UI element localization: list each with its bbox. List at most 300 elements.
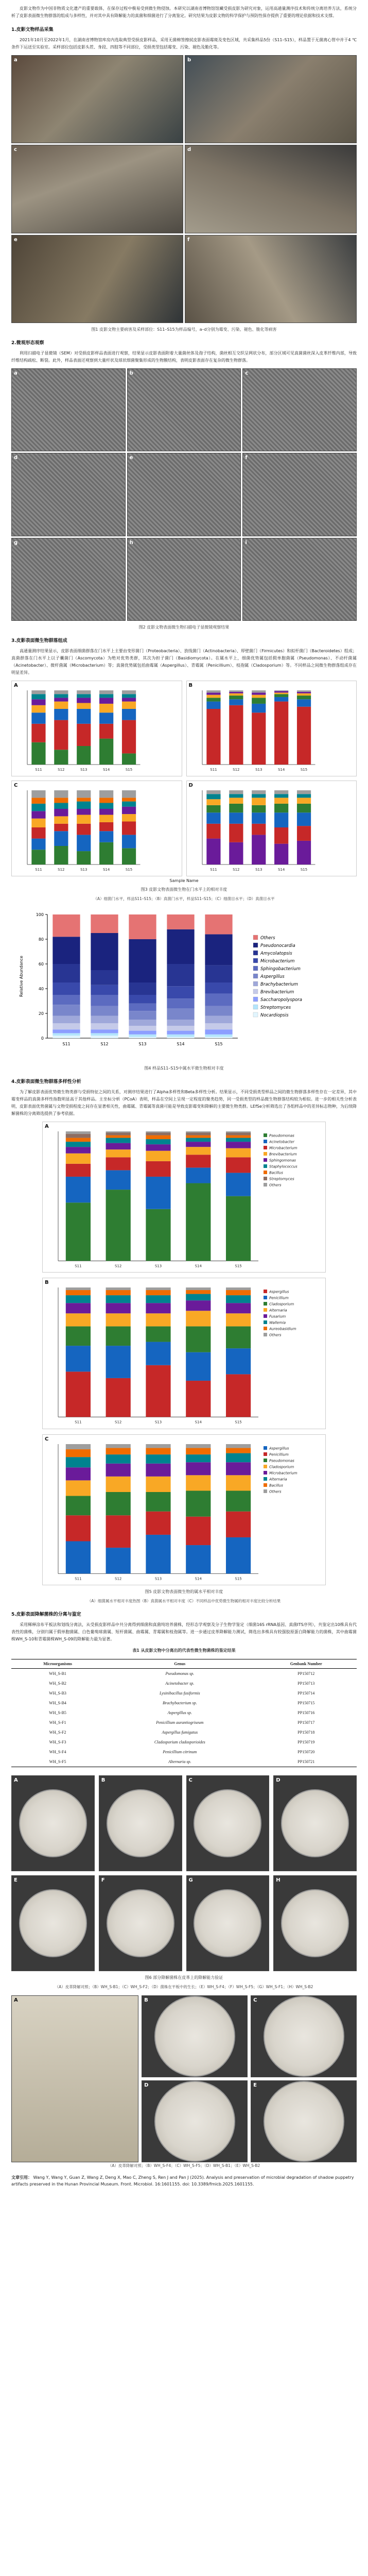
legend-label: Staphylococcus <box>269 1164 297 1169</box>
x-tick-label: S15 <box>300 868 307 872</box>
bar-segment <box>146 1139 170 1144</box>
section-paragraph: 采用稀释涂布平板法和划线分离法，从受损皮影样品中共分离得到细菌和真菌纯培养菌株，经形态学观察及分子生物学鉴定（细菌16S rRNA基因、真菌ITS序列），共鉴定出10株具有代表性的菌株，分别归属于假单胞菌属、白色葡萄球菌属、短杆菌属、曲霉属、青霉属和枝孢属等。进一步通过皮革降解能力测试，筛选出多株具有较强胶原蛋白降解能力的菌株，其中曲霉菌株WH_S-10和青霉菌株WH_S-09的降解能力最为显著。 <box>11 1622 357 1641</box>
legend-label: Bacillus <box>269 1171 283 1175</box>
bar-segment <box>186 1300 211 1311</box>
bar-segment <box>274 794 288 798</box>
bar-segment <box>106 1157 131 1170</box>
figure-3-caption: 图3 皮影文物表面微生物在门水平上的相对丰度 <box>141 887 227 892</box>
panel-label: E <box>253 2082 257 2088</box>
bar-segment <box>122 802 136 807</box>
x-tick-label: S15 <box>235 1420 242 1425</box>
x-tick-label: S11 <box>62 1042 71 1046</box>
sem-image <box>242 368 357 451</box>
bar-segment <box>226 1295 251 1303</box>
bar-segment <box>66 1303 91 1313</box>
bar-segment <box>252 690 266 692</box>
bar-segment <box>31 850 45 865</box>
culture-photo <box>142 1995 248 2077</box>
bar-segment <box>186 1183 211 1261</box>
bar-segment <box>167 1035 194 1037</box>
section-heading: 5.皮影表面降解菌株的分离与鉴定 <box>11 1612 81 1617</box>
bar-segment <box>205 914 232 934</box>
legend-label: Alternaria <box>269 1477 287 1482</box>
bar-segment <box>54 702 68 709</box>
bar-segment <box>54 790 68 798</box>
bar-segment <box>77 698 91 703</box>
y-tick-label: 80 <box>38 937 44 942</box>
legend-swatch <box>253 981 258 986</box>
sem-image <box>127 538 241 621</box>
bar-segment <box>146 1161 170 1177</box>
table-cell: Penicillium citrinum <box>163 1750 197 1754</box>
bar-segment <box>252 835 266 865</box>
legend-swatch <box>264 1177 267 1180</box>
table-cell: WH_S-B4 <box>49 1701 66 1705</box>
petri-dish <box>264 1996 344 2077</box>
bar-segment <box>52 995 80 1005</box>
bar-segment <box>77 809 91 815</box>
petri-dish <box>194 1889 261 1957</box>
bar-segment <box>122 709 136 720</box>
bar-segment <box>146 1476 170 1492</box>
bar-segment <box>226 1290 251 1295</box>
bar-segment <box>206 698 220 701</box>
bar-segment <box>186 1136 211 1138</box>
figure-6 <box>11 1775 357 1971</box>
bar-segment <box>66 1372 91 1417</box>
bar-segment <box>186 1131 211 1133</box>
legend-label: Pseudomonas <box>269 1459 294 1463</box>
legend-swatch <box>253 997 258 1002</box>
x-tick-label: S11 <box>75 1577 82 1581</box>
legend-label: Fusarium <box>269 1314 286 1319</box>
panel-label: a <box>14 57 17 63</box>
figure-6-subcaption: （A）皮革降解对照；（B）WH_S-B1；（C）WH_S-F2；（D）菌株在平板中的生长；（E）WH_S-F4；（F）WH_S-F5；（G）WH_S-F1；（H）WH_S-B2 <box>55 1985 313 1989</box>
bar-segment <box>91 985 118 995</box>
legend-swatch <box>264 1164 267 1168</box>
legend-label: Sphingobacterium <box>260 967 301 972</box>
legend-swatch <box>264 1452 267 1456</box>
culture-photo <box>11 1875 95 1971</box>
bar-segment <box>54 690 68 694</box>
bar-segment <box>106 1515 131 1548</box>
bar-segment <box>206 824 220 839</box>
bar-segment <box>226 1490 251 1511</box>
bar-segment <box>66 1154 91 1164</box>
bar-segment <box>229 794 243 798</box>
table-cell: WH_S-F4 <box>49 1750 66 1754</box>
bar-segment <box>229 693 243 696</box>
bar-segment <box>99 698 113 704</box>
bar-segment <box>274 812 288 827</box>
bar-segment <box>129 995 156 1004</box>
bar-segment <box>31 798 45 804</box>
bar-segment <box>186 1475 211 1490</box>
y-axis-label: Relative Abundance <box>19 956 24 997</box>
legend-swatch <box>253 989 258 994</box>
bar-segment <box>226 1444 251 1448</box>
bar-segment <box>66 1346 91 1371</box>
figure-1-photo <box>11 145 183 233</box>
bar-segment <box>106 1149 131 1157</box>
panel-label: b <box>129 370 133 376</box>
bar-segment <box>66 1142 91 1147</box>
legend-swatch <box>264 1327 267 1330</box>
bar-segment <box>54 803 68 809</box>
bar-segment <box>52 1033 80 1036</box>
x-tick-label: S15 <box>300 768 307 772</box>
bar-segment <box>226 1133 251 1136</box>
stacked-bar-panel <box>11 681 182 776</box>
bar-segment <box>106 1327 131 1346</box>
panel-label: B <box>188 683 193 688</box>
table-row <box>11 1747 357 1757</box>
bar-segment <box>146 1287 170 1290</box>
bar-segment <box>296 707 310 765</box>
legend-label: Aspergillus <box>269 1290 289 1294</box>
legend-swatch <box>253 951 258 955</box>
bar-segment <box>274 690 288 691</box>
bar-segment <box>186 1147 211 1155</box>
citation-label: 文章引用： <box>11 2175 32 2180</box>
bar-segment <box>229 824 243 842</box>
x-tick-label: S13 <box>154 1264 162 1268</box>
x-tick-label: S11 <box>209 768 217 772</box>
sem-image <box>11 368 126 451</box>
x-axis-label: Sample Name <box>169 878 199 883</box>
bar-segment <box>106 1476 131 1492</box>
figure-1-photo <box>11 235 183 323</box>
table-cell: WH_S-F1 <box>49 1720 66 1725</box>
bar-segment <box>226 1142 251 1148</box>
bar-segment <box>106 1295 131 1303</box>
bar-segment <box>186 1327 211 1352</box>
bar-segment <box>52 982 80 995</box>
bar-segment <box>106 1448 131 1454</box>
bar-segment <box>91 1023 118 1029</box>
bar-segment <box>146 1535 170 1573</box>
bar-segment <box>296 690 310 692</box>
section-heading: 4.皮影表面微生物群落多样性分析 <box>11 1079 81 1084</box>
genus-bar-panel <box>42 1278 326 1429</box>
bar-segment <box>106 1133 131 1136</box>
petri-dish <box>107 1889 174 1957</box>
bar-segment <box>186 1516 211 1545</box>
petri-dish <box>107 1789 174 1857</box>
bar-segment <box>66 1480 91 1496</box>
bar-segment <box>77 703 91 709</box>
bar-segment <box>186 1167 211 1183</box>
legend-swatch <box>264 1446 267 1450</box>
bar-segment <box>296 826 310 841</box>
culture-photo <box>186 1775 270 1871</box>
bar-segment <box>91 995 118 1006</box>
figure-7-subcaption: （A）皮革降解对照；（B）WH_S-F4；（C）WH_S-F5；（D）WH_S-B1；（E）WH_S-B2 <box>108 2163 260 2168</box>
x-tick-label: S12 <box>58 868 65 872</box>
x-tick-label: S12 <box>115 1577 122 1581</box>
bar-segment <box>274 692 288 694</box>
bar-segment <box>99 842 113 865</box>
bar-segment <box>226 1475 251 1490</box>
bar-segment <box>129 939 156 982</box>
legend-label: Brachybacterium <box>260 982 298 987</box>
bar-segment <box>206 702 220 709</box>
bar-segment <box>129 914 156 939</box>
legend-swatch <box>264 1465 267 1468</box>
bar-segment <box>167 914 194 929</box>
table-body <box>11 1669 357 1767</box>
bar-segment <box>31 699 45 705</box>
bar-segment <box>54 846 68 865</box>
legend-swatch <box>264 1302 267 1306</box>
table-cell: PP150712 <box>297 1671 315 1676</box>
panel-label: D <box>276 1777 281 1783</box>
bar-segment <box>106 1314 131 1327</box>
stacked-bar-chart <box>43 1435 325 1585</box>
bar-segment <box>77 790 91 798</box>
bar-segment <box>66 1295 91 1303</box>
legend-label: Wallemia <box>269 1320 286 1325</box>
bar-segment <box>206 812 220 824</box>
bar-segment <box>146 1444 170 1448</box>
panel-label: F <box>101 1877 105 1883</box>
legend-swatch <box>264 1133 267 1137</box>
legend-swatch <box>253 974 258 978</box>
bar-segment <box>186 1444 211 1448</box>
x-tick-label: S13 <box>80 868 87 872</box>
table-cell: PP150716 <box>297 1710 315 1715</box>
stacked-bar-chart <box>43 1122 325 1272</box>
legend-label: Amycolatopsis <box>260 951 292 956</box>
bar-segment <box>206 690 220 692</box>
bar-segment <box>122 694 136 698</box>
bar-segment <box>146 1303 170 1313</box>
bar-segment <box>31 827 45 839</box>
citation <box>11 2174 357 2188</box>
bar-segment <box>226 1148 251 1158</box>
bar-segment <box>31 690 45 694</box>
bar-segment <box>229 842 243 865</box>
table-cell: Alternaria sp. <box>104 1757 255 1767</box>
bar-segment <box>52 1023 80 1029</box>
bar-segment <box>296 812 310 826</box>
bar-segment <box>91 1016 118 1023</box>
bar-segment <box>54 831 68 846</box>
legend-label: Penicillium <box>269 1296 289 1300</box>
bar-segment <box>122 790 136 798</box>
table-cell: Aspergillus sp. <box>167 1710 192 1715</box>
bar-segment <box>122 814 136 821</box>
legend-label: Aspergillus <box>269 1446 289 1451</box>
legend-swatch <box>253 935 258 940</box>
figure-1-photo <box>185 145 357 233</box>
y-tick-label: 20 <box>38 1011 44 1016</box>
panel-label: g <box>14 539 18 546</box>
bar-segment <box>129 1020 156 1026</box>
panel-label: A <box>14 1777 18 1783</box>
panel-label: c <box>245 370 249 376</box>
figure-1-caption: 图1 皮影文物主要病害及采样部位：S11–S15为样品编号，a–d分别为霉变、污染、褪色、脆化等病害 <box>91 327 277 332</box>
bar-segment <box>146 1290 170 1295</box>
bar-segment <box>226 1196 251 1261</box>
bar-segment <box>206 839 220 865</box>
bar-segment <box>146 1144 170 1151</box>
bar-segment <box>31 811 45 818</box>
bar-segment <box>146 1314 170 1327</box>
bar-segment <box>226 1537 251 1573</box>
legend-swatch <box>253 1012 258 1017</box>
bar-segment <box>146 1492 170 1512</box>
bar-segment <box>206 692 220 694</box>
panel-label: d <box>14 455 18 461</box>
legend-swatch <box>264 1171 267 1174</box>
bar-segment <box>66 1467 91 1480</box>
bar-segment <box>167 1026 194 1031</box>
bar-segment <box>296 693 310 696</box>
x-tick-label: S13 <box>255 868 262 872</box>
bar-segment <box>252 698 266 704</box>
table-row <box>11 1757 357 1767</box>
y-tick-label: 40 <box>38 987 44 991</box>
bar-segment <box>66 1444 91 1449</box>
section-heading: 2.微观形态观察 <box>11 341 44 346</box>
table-row <box>11 1669 357 1679</box>
bar-segment <box>167 986 194 998</box>
bar-segment <box>296 696 310 699</box>
bar-segment <box>205 934 232 965</box>
panel-label: A <box>45 1124 49 1129</box>
bar-segment <box>99 815 113 822</box>
bar-segment <box>229 696 243 699</box>
table-cell: Acinetobacter sp. <box>165 1681 195 1686</box>
panel-label: a <box>14 370 17 376</box>
x-tick-label: S11 <box>75 1420 82 1425</box>
bar-segment <box>99 798 113 803</box>
bar-segment <box>206 695 220 698</box>
bar-segment <box>146 1463 170 1476</box>
genus-abundance-chart <box>11 907 357 1062</box>
table-cell: WH_S-F5 <box>11 1757 104 1767</box>
x-tick-label: S15 <box>235 1264 242 1268</box>
bar-segment <box>252 704 266 713</box>
legend-label: Aspergillus <box>260 974 285 979</box>
panel-label: B <box>45 1280 49 1286</box>
x-tick-label: S11 <box>75 1264 82 1268</box>
bar-segment <box>66 1134 91 1138</box>
bar-segment <box>66 1327 91 1346</box>
bar-segment <box>252 695 266 698</box>
bar-segment <box>252 692 266 694</box>
table-row <box>11 1698 357 1708</box>
bar-segment <box>206 799 220 805</box>
bar-segment <box>229 812 243 824</box>
bar-segment <box>129 1011 156 1020</box>
bar-segment <box>186 1490 211 1516</box>
bar-segment <box>186 1290 211 1294</box>
bar-segment <box>106 1492 131 1515</box>
bar-segment <box>186 1448 211 1454</box>
bar-segment <box>252 794 266 798</box>
bar-segment <box>77 802 91 809</box>
bar-segment <box>274 790 288 794</box>
legend-swatch <box>264 1290 267 1293</box>
x-tick-label: S14 <box>195 1264 202 1268</box>
bar-segment <box>66 1138 91 1142</box>
x-tick-label: S15 <box>125 768 133 772</box>
bar-segment <box>106 1136 131 1138</box>
figure-5-caption: 图5 皮影文物表面微生物的属水平相对丰度 <box>145 1589 223 1594</box>
bar-segment <box>167 929 194 964</box>
petri-dish <box>154 1996 235 2077</box>
table-cell: WH_S-B5 <box>49 1710 66 1715</box>
bar-segment <box>146 1133 170 1136</box>
stacked-bar-chart <box>187 781 357 876</box>
bar-segment <box>99 704 113 713</box>
bar-segment <box>31 790 45 798</box>
bar-segment <box>129 1004 156 1011</box>
bar-segment <box>77 824 91 835</box>
bar-segment <box>77 690 91 694</box>
stacked-bar-panel <box>186 681 357 776</box>
bar-segment <box>106 1454 131 1464</box>
bar-segment <box>31 705 45 713</box>
bar-segment <box>91 1033 118 1036</box>
bar-segment <box>99 822 113 831</box>
legend-label: Alternaria <box>269 1308 287 1313</box>
bar-segment <box>31 713 45 724</box>
bar-segment <box>226 1462 251 1475</box>
x-tick-label: S15 <box>125 868 133 872</box>
bar-segment <box>52 1005 80 1016</box>
bar-segment <box>146 1511 170 1534</box>
bar-segment <box>99 690 113 694</box>
table-row <box>11 1718 357 1727</box>
bar-segment <box>226 1453 251 1462</box>
culture-photo <box>99 1775 182 1871</box>
section-paragraph: 利用扫描电子显微镜（SEM）对受损皮影样品表面进行观察，结果显示皮影表面附着大量菌丝体及孢子结构，菌丝相互交织呈网状分布，部分区域可见真菌菌丝深入皮革纤维内部，导致纤维结构疏松、断裂。此外，样品表面还观察到大量杆状及球状细菌聚集形成的生物膜结构，表明皮影表面存在复杂的微生物群落。 <box>11 351 357 363</box>
legend-swatch <box>264 1471 267 1475</box>
bar-segment <box>252 798 266 805</box>
table-row <box>11 1688 357 1698</box>
panel-label: D <box>188 783 193 788</box>
bar-segment <box>106 1378 131 1417</box>
bar-segment <box>106 1290 131 1295</box>
bar-segment <box>146 1448 170 1454</box>
figure-5 <box>11 1122 357 1585</box>
legend-label: Aureobasidium <box>269 1327 296 1331</box>
bar-segment <box>52 1016 80 1023</box>
bar-segment <box>205 982 232 994</box>
panel-label: A <box>14 1997 18 2003</box>
culture-photo <box>251 1995 357 2077</box>
panel-label: f <box>245 455 248 461</box>
bar-segment <box>66 1131 91 1134</box>
bar-segment <box>129 982 156 995</box>
x-tick-label: S11 <box>209 868 217 872</box>
intro-paragraph: 皮影文物作为中国非物质文化遗产的重要载体，在保存过程中极易受到微生物侵蚀。本研究以湖南省博物馆馆藏受损皮影为研究对象，运用高通量测序技术和传统分离培养方法，系统分析了皮影表面微生物群落的组成与多样性，并对其中具有降解能力的真菌和细菌进行了分离鉴定。研究结果为皮影文物的科学保护与预防性保存提供了重要的理论依据和技术支撑。 <box>11 6 357 18</box>
sem-image <box>127 368 241 451</box>
table-1-caption: 表1 从皮影文物中分离出的代表性微生物菌株的鉴定结果 <box>132 1648 236 1653</box>
panel-label: A <box>14 683 18 688</box>
table-row <box>11 1679 357 1688</box>
x-tick-label: S13 <box>138 1042 147 1046</box>
bar-segment <box>66 1457 91 1467</box>
bar-segment <box>66 1147 91 1154</box>
legend-swatch <box>264 1459 267 1462</box>
section-paragraph: 高通量测序结果显示，皮影表面细菌群落在门水平上主要由变形菌门（Proteobacteria）、放线菌门（Actinobacteria）、厚壁菌门（Firmicutes）和拟杆菌门（Bacteroidetes）组成；真菌群落在门水平上以子囊菌门（Ascomycota）为绝对优势类群，其次为担子菌门（Basidiomycota）。在属水平上，细菌优势属包括假单胞菌属（Pseudomonas）、不动杆菌属（Acinetobacter）、微杆菌属（Microbacterium）等；真菌优势属包括曲霉属（Aspergillus）、青霉属（Penicillium）、枝孢属（Cladosporium）等。不同样品之间微生物群落组成存在明显差异。 <box>11 649 357 675</box>
x-tick-label: S15 <box>235 1577 242 1581</box>
legend-swatch <box>264 1489 267 1493</box>
